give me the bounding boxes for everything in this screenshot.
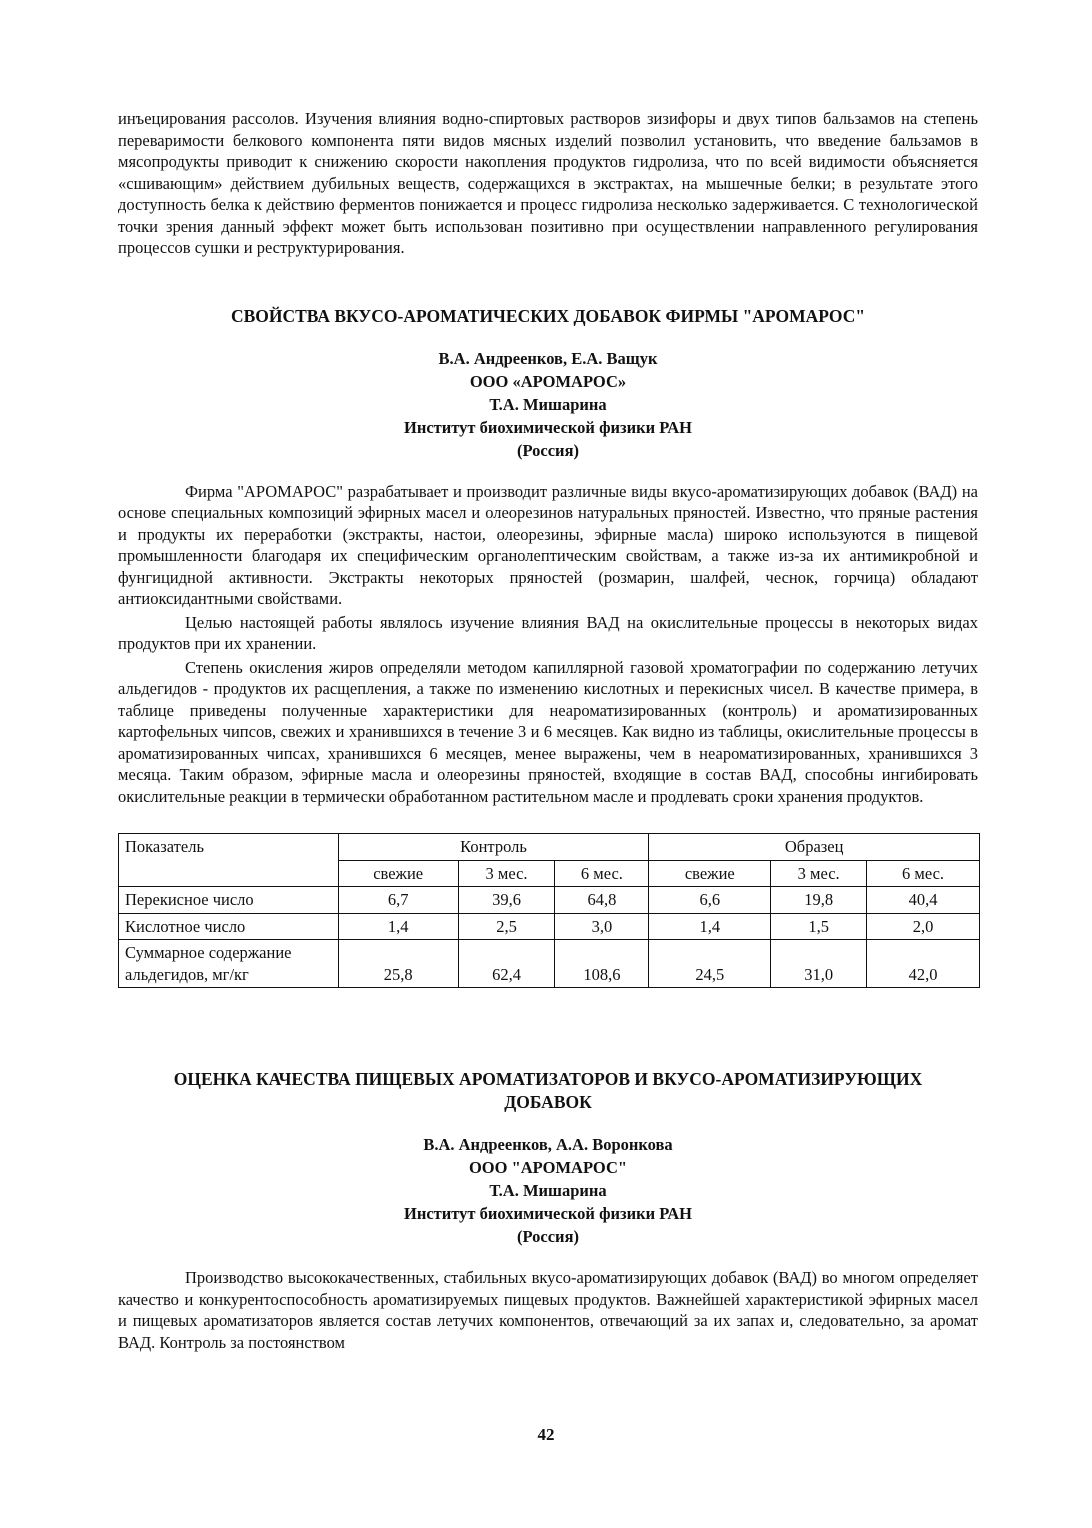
table-header-row bbox=[119, 834, 980, 861]
article1-author-2: Т.А. Мишарина bbox=[489, 394, 607, 414]
page-number: 42 bbox=[537, 1425, 555, 1444]
table-cell: 6,6 bbox=[649, 887, 771, 914]
article1-org-2: Институт биохимической физики РАН bbox=[404, 417, 692, 437]
article2-title-line-1: ОЦЕНКА КАЧЕСТВА ПИЩЕВЫХ АРОМАТИЗАТОРОВ И ВКУСО-АРОМАТИЗИРУЮЩИХ bbox=[173, 1069, 923, 1089]
table-cell: 31,0 bbox=[771, 940, 867, 988]
article1-paragraph-3: Степень окисления жиров определяли методом капиллярной газовой хроматографии по содержанию летучих альдегидов - продуктов их расщепления, а также по изменению кислотных и перекисных чисел. В качестве примера, в таблице приведены полученные характеристики для неароматизированных (контроль) и ароматизированных картофельных чипсов, свежих и хранившихся в течение 3 и 6 месяцев. Как видно из таблицы, окислительные процессы в ароматизированных чипсах, хранившихся 6 месяцев, менее выражены, чем в неароматизированных, хранившихся 3 месяца. Таким образом, эфирные масла и олеорезины пряностей, входящие в состав ВАД, способны ингибировать окислительные реакции в термически обработанном растительном масле и продлевать сроки хранения продуктов. bbox=[118, 657, 978, 806]
results-table bbox=[118, 833, 980, 988]
subheader-cell: 3 мес. bbox=[458, 860, 555, 887]
article2-authors bbox=[118, 1133, 978, 1248]
article1-author-names: В.А. Андреенков, Е.А. Ващук bbox=[438, 348, 658, 368]
table-cell: 1,5 bbox=[771, 913, 867, 940]
article2-title-line-2: ДОБАВОК bbox=[504, 1092, 592, 1112]
table-cell: 3,0 bbox=[555, 913, 649, 940]
table-cell: 6,7 bbox=[338, 887, 458, 914]
article2-title bbox=[118, 1068, 978, 1114]
article2-org-1: ООО "АРОМАРОС" bbox=[468, 1158, 628, 1177]
row-label: Перекисное число bbox=[119, 887, 339, 914]
subheader-cell: 3 мес. bbox=[771, 860, 867, 887]
article2-author-names: В.А. Андреенков, А.А. Воронкова bbox=[423, 1135, 673, 1154]
row-label-line-2: альдегидов, мг/кг bbox=[125, 964, 249, 984]
table-row bbox=[119, 940, 980, 988]
table-cell: 39,6 bbox=[458, 887, 555, 914]
article2-paragraph: Производство высококачественных, стабильных вкусо-ароматизирующих добавок (ВАД) во многом определяет качество и конкурентоспособность ароматизируемых пищевых продуктов. Важнейшей характеристикой эфирных масел и пищевых ароматизаторов является состав летучих компонентов, отвечающий за их запах и, следовательно, за аромат ВАД. Контроль за постоянством bbox=[118, 1268, 978, 1352]
table-cell: 1,4 bbox=[649, 913, 771, 940]
article1-paragraph-2: Целью настоящей работы являлось изучение влияния ВАД на окислительные процессы в некоторых видах продуктов при их хранении. bbox=[118, 612, 978, 653]
table-cell: 19,8 bbox=[771, 887, 867, 914]
header-sample: Образец bbox=[649, 834, 980, 861]
row-label: Кислотное число bbox=[119, 913, 339, 940]
table-row bbox=[119, 913, 980, 940]
article1-country: (Россия) bbox=[517, 440, 579, 460]
article2-country: (Россия) bbox=[517, 1227, 579, 1246]
subheader-cell: свежие bbox=[338, 860, 458, 887]
table-row bbox=[119, 887, 980, 914]
row-label-line-1: Суммарное содержание bbox=[125, 943, 292, 962]
table-cell: 1,4 bbox=[338, 913, 458, 940]
table-cell: 24,5 bbox=[649, 940, 771, 988]
table-cell: 40,4 bbox=[867, 887, 980, 914]
subheader-cell: 6 мес. bbox=[867, 860, 980, 887]
table-cell: 64,8 bbox=[555, 887, 649, 914]
table-cell: 2,0 bbox=[867, 913, 980, 940]
table-cell: 62,4 bbox=[458, 940, 555, 988]
intro-paragraph: инъецирования рассолов. Изучения влияния водно-спиртовых растворов зизифоры и двух типов бальзамов на степень переваримости белкового компонента пяти видов мясных изделий позволил установить, что введение бальзамов в мясопродукты приводит к снижению скорости накопления продуктов гидролиза, что по всей видимости объясняется «сшивающим» действием дубильных веществ, содержащихся в экстрактах, на мышечные белки; в результате этого доступность белка к действию ферментов понижается и процесс гидролиза несколько задерживается. С технологической точки зрения данный эффект может быть использован позитивно при осуществлении направленного регулирования процессов сушки и реструктурирования. bbox=[118, 109, 978, 257]
page-content bbox=[118, 108, 978, 1353]
table-cell: 42,0 bbox=[867, 940, 980, 988]
header-indicator: Показатель bbox=[119, 834, 339, 887]
table-cell: 2,5 bbox=[458, 913, 555, 940]
table-cell: 108,6 bbox=[555, 940, 649, 988]
article2-org-2: Институт биохимической физики РАН bbox=[404, 1204, 692, 1223]
subheader-cell: 6 мес. bbox=[555, 860, 649, 887]
table-cell: 25,8 bbox=[338, 940, 458, 988]
article1-org-1: ООО «АРОМАРОС» bbox=[469, 371, 627, 391]
subheader-cell: свежие bbox=[649, 860, 771, 887]
article1-paragraph-1: Фирма "АРОМАРОС" разрабатывает и производит различные виды вкусо-ароматизирующих добавок (ВАД) на основе специальных композиций эфирных масел и олеорезинов натуральных пряностей. Известно, что пряные растения и продукты их переработки (экстракты, настои, олеорезины, эфирные масла) широко используются в пищевой промышленности благодаря их специфическим органолептическим свойствам, а также из-за их антимикробной и фунгицидной активности. Экстракты некоторых пряностей (розмарин, шалфей, чеснок, горчица) обладают антиоксидантными свойствами. bbox=[118, 481, 978, 608]
article1-authors bbox=[118, 347, 978, 462]
article1-title: СВОЙСТВА ВКУСО-АРОМАТИЧЕСКИХ ДОБАВОК ФИРМЫ "АРОМАРОС" bbox=[230, 305, 866, 326]
row-label bbox=[119, 940, 339, 988]
article2-author-2: Т.А. Мишарина bbox=[489, 1181, 607, 1200]
header-control: Контроль bbox=[338, 834, 649, 861]
